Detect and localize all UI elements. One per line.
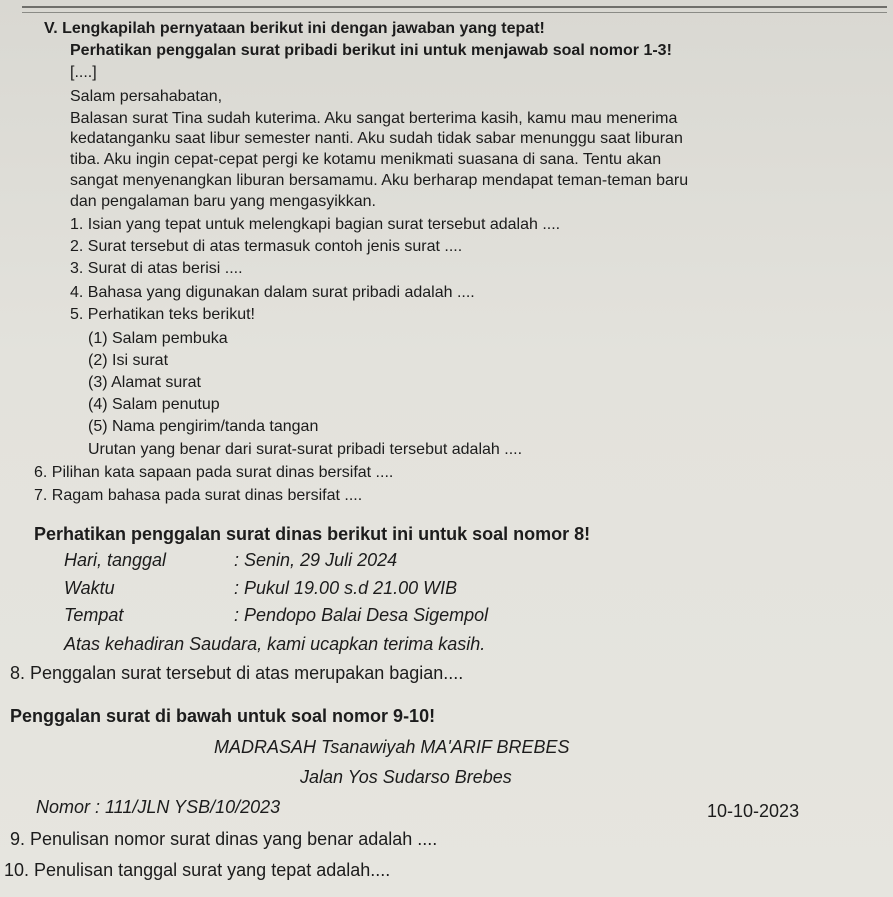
info-label-place: Tempat: [64, 605, 124, 625]
part3-heading: Penggalan surat di bawah untuk soal nomor 9-10!: [10, 706, 436, 726]
letter-body-line: Balasan surat Tina sudah kuterima. Aku sangat berterima kasih, kamu mau menerima: [70, 110, 678, 127]
section-title: V. Lengkapilah pernyataan berikut ini dengan jawaban yang tepat!: [44, 20, 545, 37]
question-8: 8. Penggalan surat tersebut di atas merupakan bagian....: [10, 663, 464, 683]
info-label-date: Hari, tanggal: [64, 550, 167, 570]
question-3: 3. Surat di atas berisi ....: [70, 260, 243, 277]
section-instruction: Perhatikan penggalan surat pribadi berikut ini untuk menjawab soal nomor 1-3!: [70, 42, 672, 59]
school-address: Jalan Yos Sudarso Brebes: [300, 767, 512, 787]
letter-greeting: Salam persahabatan,: [70, 88, 223, 105]
question-6: 6. Pilihan kata sapaan pada surat dinas bersifat ....: [34, 464, 394, 481]
info-value-time: : Pukul 19.00 s.d 21.00 WIB: [234, 578, 458, 598]
question-7: 7. Ragam bahasa pada surat dinas bersifat ....: [34, 487, 363, 504]
info-value-place: : Pendopo Balai Desa Sigempol: [234, 605, 489, 625]
q5-question: Urutan yang benar dari surat-surat pribadi tersebut adalah ....: [88, 441, 523, 458]
part2-heading: Perhatikan penggalan surat dinas berikut ini untuk soal nomor 8!: [34, 524, 591, 544]
q5-option: (4) Salam penutup: [88, 396, 220, 413]
info-label-time: Waktu: [64, 578, 115, 598]
question-9: 9. Penulisan nomor surat dinas yang benar adalah ....: [10, 829, 438, 849]
q5-option: (3) Alamat surat: [88, 374, 201, 391]
info-value-date: : Senin, 29 Juli 2024: [234, 550, 398, 570]
q5-option: (2) Isi surat: [88, 352, 169, 369]
top-border-line: [22, 6, 887, 8]
letter-placeholder: [....]: [70, 64, 97, 81]
top-border-line-thin: [22, 12, 887, 13]
letter-body-line: dan pengalaman baru yang mengasyikkan.: [70, 193, 376, 210]
question-4: 4. Bahasa yang digunakan dalam surat pribadi adalah ....: [70, 284, 475, 301]
q5-option: (1) Salam pembuka: [88, 330, 228, 347]
question-2: 2. Surat tersebut di atas termasuk contoh jenis surat ....: [70, 238, 463, 255]
letter-date: 10-10-2023: [707, 801, 800, 821]
q5-option: (5) Nama pengirim/tanda tangan: [88, 418, 319, 435]
question-10: 10. Penulisan tanggal surat yang tepat adalah....: [4, 860, 391, 880]
question-1: 1. Isian yang tepat untuk melengkapi bagian surat tersebut adalah ....: [70, 216, 561, 233]
school-name: MADRASAH Tsanawiyah MA'ARIF BREBES: [214, 737, 570, 757]
letter-body-line: kedatanganku saat libur semester nanti. Aku sudah tidak sabar menunggu saat liburan: [70, 130, 683, 147]
letter-body-line: tiba. Aku ingin cepat-cepat pergi ke kotamu menikmati suasana di sana. Tentu akan: [70, 151, 662, 168]
question-5: 5. Perhatikan teks berikut!: [70, 306, 255, 323]
letter-closing: Atas kehadiran Saudara, kami ucapkan terima kasih.: [64, 634, 486, 654]
letter-body-line: sangat menyenangkan liburan bersamamu. Aku berharap mendapat teman-teman baru: [70, 172, 689, 189]
letter-number: Nomor : 111/JLN YSB/10/2023: [36, 797, 281, 817]
